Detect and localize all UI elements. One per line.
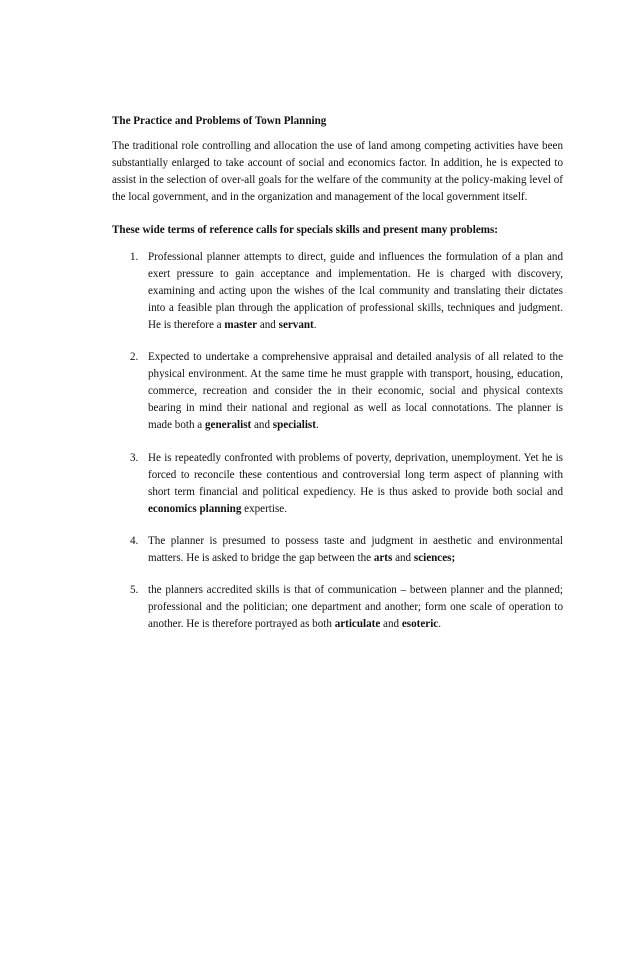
bold-term: specialist	[272, 419, 316, 432]
list-item-text: the planners accredited skills is that of communication – between planner and the planned; professional and the politician; one department and another; form one scale of operation to another. He is therefore portrayed as both	[148, 584, 563, 631]
bold-term: esoteric	[401, 618, 439, 631]
list-item-text: .	[315, 419, 319, 432]
list-item-text: and	[392, 551, 414, 564]
list-item-number: 3.	[130, 451, 139, 464]
list-item	[112, 349, 563, 434]
bold-term: articulate	[334, 618, 381, 631]
list-item-number: 5.	[130, 584, 139, 597]
bold-term: master	[224, 318, 258, 331]
list-item	[112, 533, 563, 567]
list-item	[112, 582, 563, 633]
bold-term: arts	[373, 551, 393, 564]
list-item	[112, 249, 563, 334]
document-body	[112, 113, 563, 648]
list-item-text: .	[313, 318, 317, 331]
list-item-text: The planner is presumed to possess taste and judgment in aesthetic and environmental matters. He is asked to bridge the gap between the	[148, 534, 563, 564]
list-item-number: 4.	[130, 534, 139, 547]
list-item-text: He is repeatedly confronted with problems of poverty, deprivation, unemployment. Yet he is forced to reconcile these contentious and controversial long term aspect of planning with short term financial and political expediency. He is thus asked to provide both social and	[148, 451, 563, 498]
list-item-number: 1.	[130, 250, 139, 263]
list-item-text: and	[257, 318, 279, 331]
problems-list	[112, 249, 563, 634]
list-item-text: Professional planner attempts to direct, guide and influences the formulation of a plan and exert pressure to gain acceptance and implementation. He is charged with discovery, examining and acting upon the wishes of the lcal community and translating their dictates into a feasible plan through the application of professional skills, techniques and judgment. He is therefore a	[148, 250, 563, 331]
list-item-text: .	[438, 618, 441, 631]
list-item-text: expertise.	[241, 502, 287, 515]
bold-term: economics planning	[148, 502, 242, 515]
document-title: The Practice and Problems of Town Planning	[112, 115, 327, 127]
section-heading: These wide terms of reference calls for specials skills and present many problems:	[112, 224, 498, 237]
list-item-text: and	[380, 618, 402, 631]
bold-term: servant	[278, 318, 314, 331]
list-item	[112, 450, 563, 518]
list-item-text: Expected to undertake a comprehensive appraisal and detailed analysis of all related to the physical environment. At the same time he must grapple with transport, housing, education, commerce, recreation and consider the in their economic, social and physical contexts bearing in mind their national and regional as well as local connotations. The planner is made both a	[148, 351, 563, 432]
intro-paragraph: The traditional role controlling and allocation the use of land among competing activities have been substantially enlarged to take account of social and economics factor. In addition, he is expected to assist in the selection of over-all goals for the welfare of the community at the policy-making level of the local government, and in the organization and management of the local government itself.	[112, 140, 563, 204]
bold-term: sciences;	[413, 551, 456, 564]
list-item-number: 2.	[130, 351, 139, 364]
list-item-text: and	[251, 419, 273, 432]
bold-term: generalist	[205, 419, 252, 432]
